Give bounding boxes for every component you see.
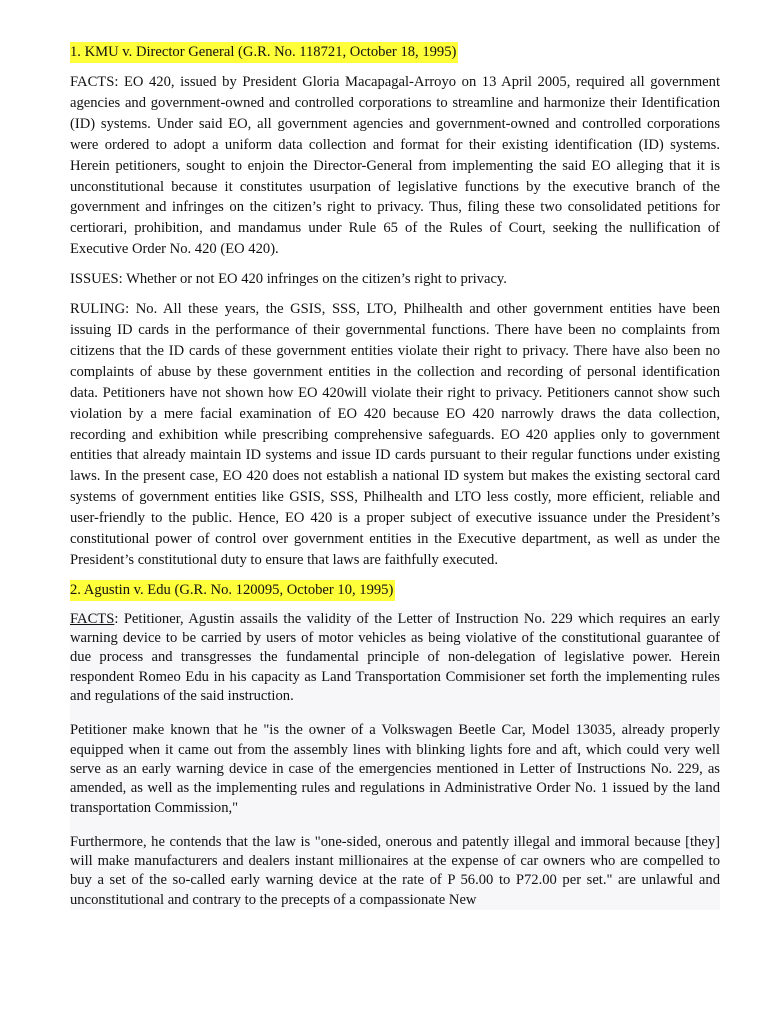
case-2-paragraph-2: Petitioner make known that he "is the owner of a Volkswagen Beetle Car, Model 13035, already properly equipped when it came out from the assembly lines with blinking lights fore and aft, which could very well serve as an early warning device in case of the emergencies mentioned in Letter of Instructions No. 229, as amended, as well as the implementing rules and regulations in Administrative Order No. 1 issued by the land transportation Commission," [70, 722, 720, 816]
case-2-heading: 2. Agustin v. Edu (G.R. No. 120095, October 10, 1995) [70, 580, 395, 601]
case-2-facts-text: : Petitioner, Agustin assails the validity of the Letter of Instruction No. 229 which requires an early warning device to be carried by users of motor vehicles as being violative of the constitutional guarantee of due process and transgresses the fundamental principle of non-delegation of legislative power. Herein respondent Romeo Edu in his capacity as Land Transportation Commisioner set forth the implementing rules and regulations of the said instruction. [70, 610, 720, 705]
case-2-facts [70, 610, 720, 706]
facts-label: FACTS [70, 610, 115, 627]
case-1-issues: ISSUES: Whether or not EO 420 infringes on the citizen’s right to privacy. [70, 271, 507, 288]
case-1-heading: 1. KMU v. Director General (G.R. No. 118721, October 18, 1995) [70, 42, 458, 63]
case-2-paragraph-3: Furthermore, he contends that the law is "one-sided, onerous and patently illegal and immoral because [they] will make manufacturers and dealers instant millionaires at the expense of car owners who are compelled to buy a set of the so-called early warning device at the rate of P 56.00 to P72.00 per set." are unlawful and unconstitutional and contrary to the precepts of a compassionate New [70, 833, 720, 908]
case-1-facts: FACTS: EO 420, issued by President Gloria Macapagal-Arroyo on 13 April 2005, required all government agencies and government-owned and controlled corporations to streamline and harmonize their Identification (ID) systems. Under said EO, all government agencies and government-owned and controlled corporations were ordered to adopt a uniform data collection and format for their existing identification (ID) systems. Herein petitioners, sought to enjoin the Director-General from implementing the said EO alleging that it is unconstitutional because it constitutes usurpation of legislative functions by the executive branch of the government and infringes on the citizen’s right to privacy. Thus, filing these two consolidated petitions for certiorari, prohibition, and mandamus under Rule 65 of the Rules of Court, seeking the nullification of Executive Order No. 420 (EO 420). [70, 74, 720, 258]
case-1-ruling: RULING: No. All these years, the GSIS, SSS, LTO, Philhealth and other government entities have been issuing ID cards in the performance of their governmental functions. There have been no complaints from citizens that the ID cards of these government entities violate their right to privacy. There have also been no complaints of abuse by these government entities in the collection and recording of personal identification data. Petitioners have not shown how EO 420will violate their right to privacy. Petitioners cannot show such violation by a mere facial examination of EO 420 because EO 420 narrowly draws the data collection, recording and exhibition while prescribing comprehensive safeguards. EO 420 applies only to government entities that already maintain ID systems and issue ID cards pursuant to their regular functions under existing laws. In the present case, EO 420 does not establish a national ID system but makes the existing sectoral card systems of government entities like GSIS, SSS, Philhealth and LTO less costly, more efficient, reliable and user-friendly to the public. Hence, EO 420 is a proper subject of executive issuance under the President’s constitutional power of control over government entities in the Executive department, as well as under the President’s constitutional duty to ensure that laws are faithfully executed. [70, 301, 720, 568]
document-page [70, 42, 720, 910]
case-2-body [70, 610, 720, 910]
